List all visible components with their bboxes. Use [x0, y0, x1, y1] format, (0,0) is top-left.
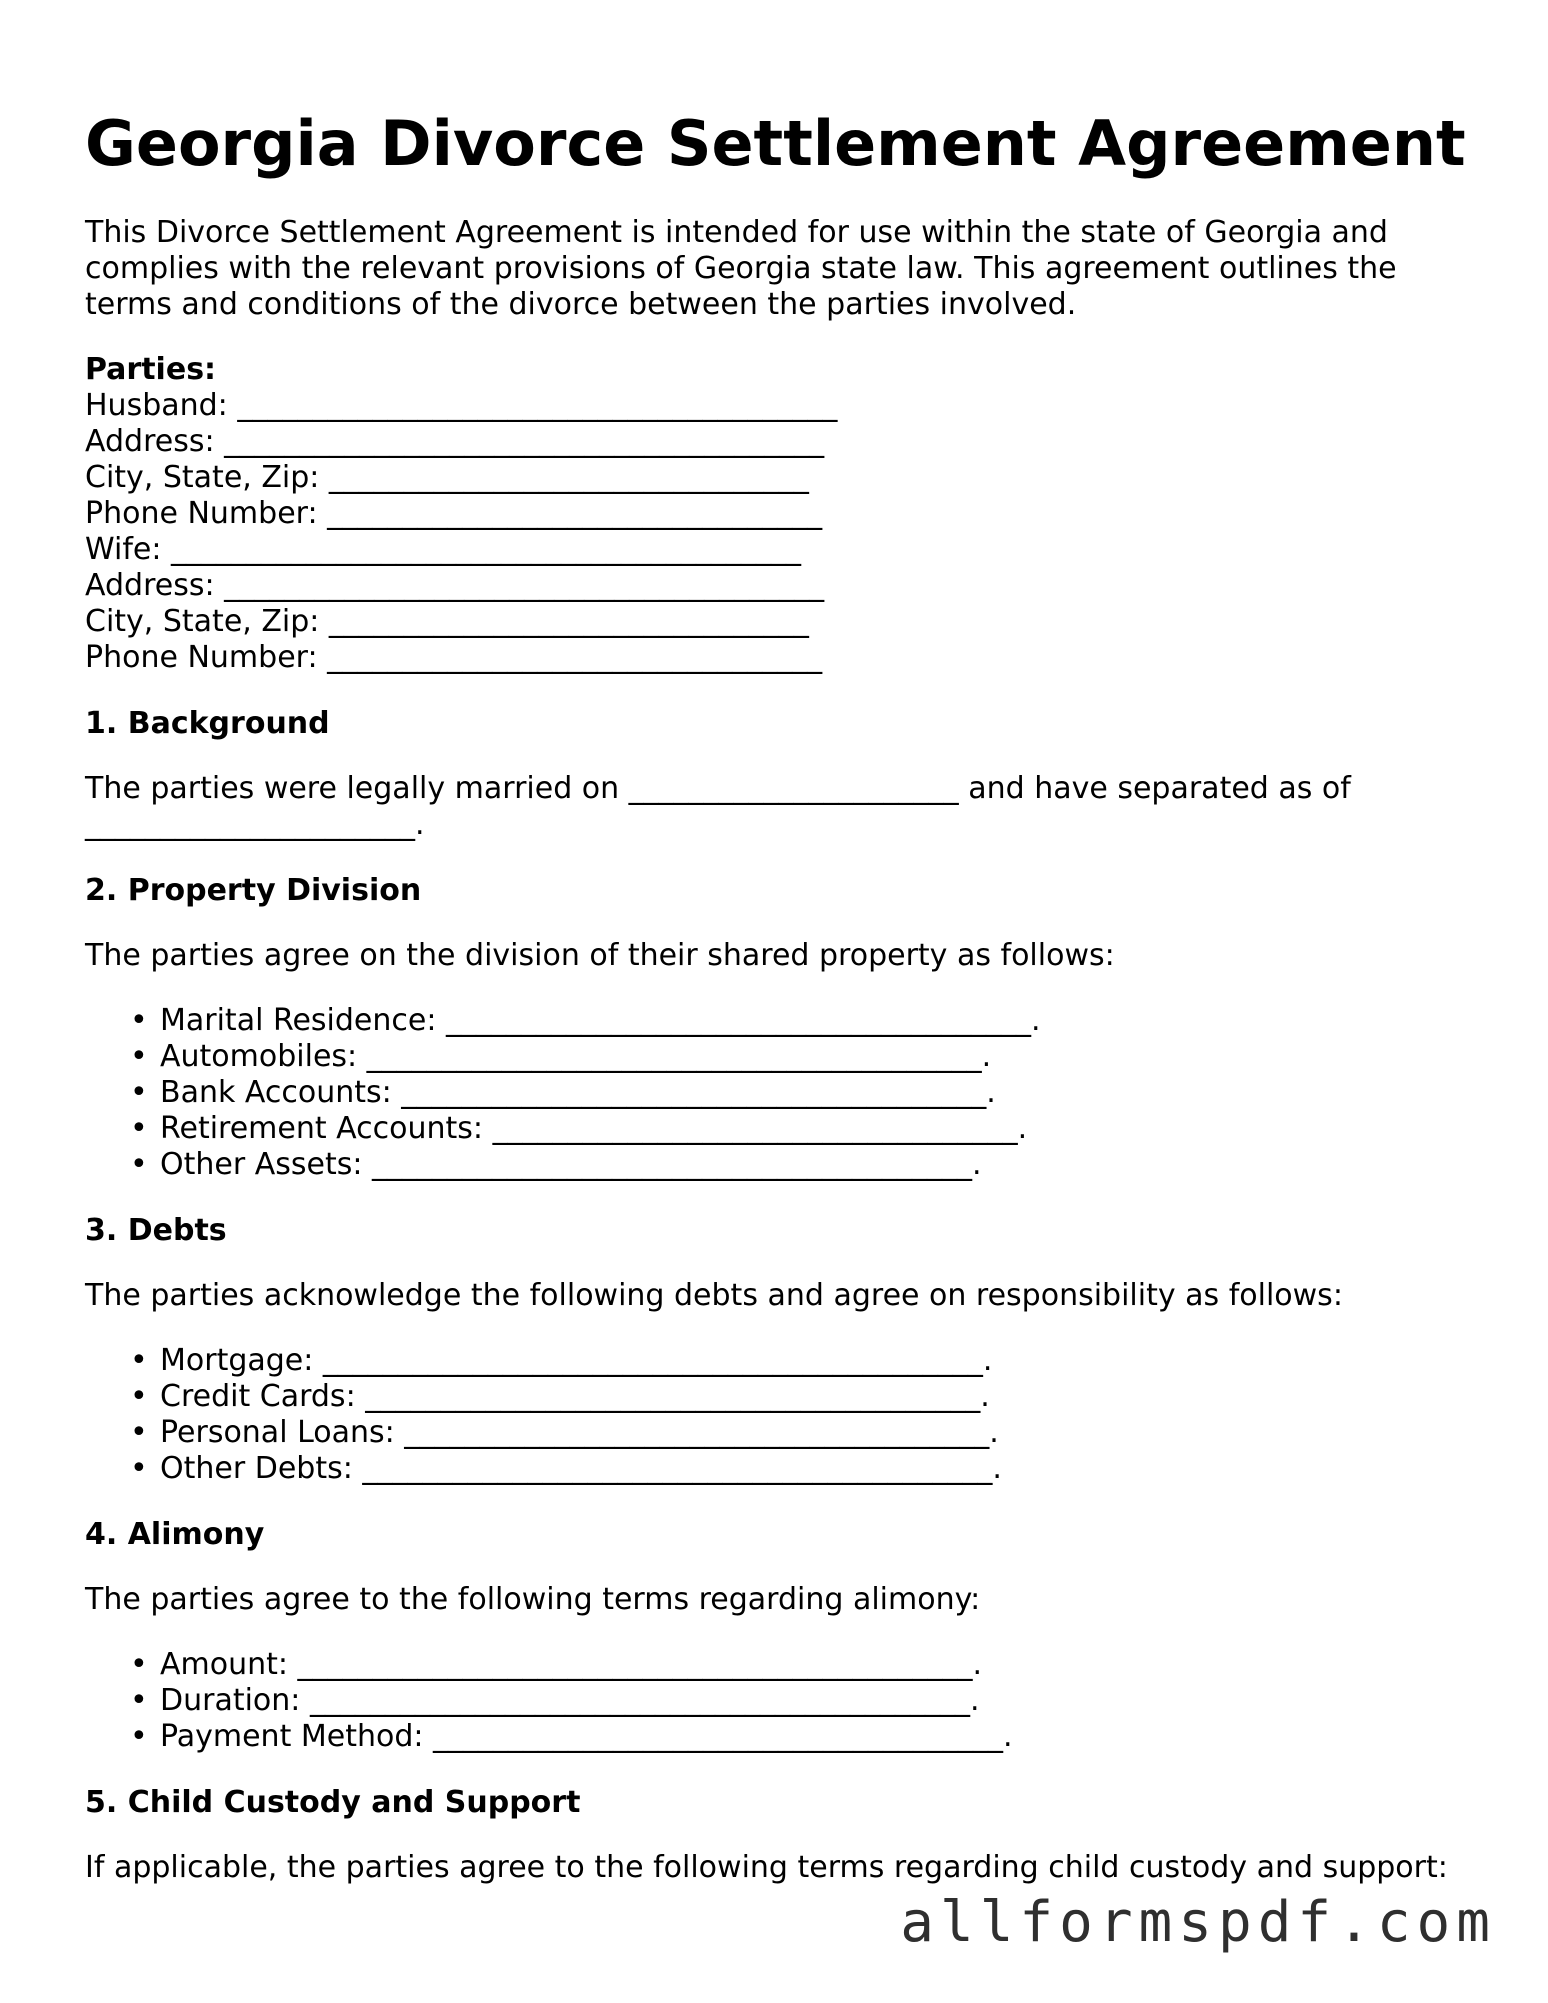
list-item-text: Credit Cards: _________________________________________. [160, 1379, 990, 1414]
parties-heading: Parties: [85, 352, 217, 387]
wife-field: Wife: __________________________________________ [85, 532, 802, 567]
wife-city-state-zip-field: City, State, Zip: ________________________________ [85, 604, 809, 639]
list-item-text: Automobiles: _________________________________________. [160, 1039, 992, 1074]
list-item [130, 1451, 1475, 1487]
bullet-icon: • [130, 1451, 148, 1486]
bullet-icon: • [130, 1379, 148, 1414]
intro-paragraph: This Divorce Settlement Agreement is intended for use within the state of Georgia and complies with the relevant provisions of Georgia state law. This agreement outlines the terms and conditions of the divorce between the parties involved. [85, 215, 1397, 322]
alimony-list [85, 1647, 1475, 1755]
document-title: Georgia Divorce Settlement Agreement [85, 107, 1466, 180]
bullet-icon: • [130, 1343, 148, 1378]
list-item [130, 1039, 1475, 1075]
background-paragraph: The parties were legally married on ______________________ and have separated as of ______________________. [85, 771, 1351, 842]
list-item-text: Personal Loans: _______________________________________. [160, 1415, 999, 1450]
list-item-text: Duration: ____________________________________________. [160, 1683, 980, 1718]
bullet-icon: • [130, 1111, 148, 1146]
wife-address-field: Address: ________________________________________ [85, 568, 825, 603]
wife-phone-field: Phone Number: _________________________________ [85, 640, 823, 675]
alimony-paragraph: The parties agree to the following terms regarding alimony: [85, 1582, 981, 1617]
list-item [130, 1683, 1475, 1719]
list-item [130, 1343, 1475, 1379]
property-paragraph: The parties agree on the division of their shared property as follows: [85, 938, 1115, 973]
bullet-icon: • [130, 1683, 148, 1718]
background-heading: 1. Background [85, 706, 330, 741]
bullet-icon: • [130, 1003, 148, 1038]
list-item-text: Mortgage: ____________________________________________. [160, 1343, 993, 1378]
list-item-text: Other Debts: __________________________________________. [160, 1451, 1002, 1486]
list-item [130, 1647, 1475, 1683]
bullet-icon: • [130, 1647, 148, 1682]
bullet-icon: • [130, 1415, 148, 1450]
list-item [130, 1719, 1475, 1755]
husband-address-field: Address: ________________________________________ [85, 424, 825, 459]
husband-field: Husband: ________________________________________ [85, 388, 838, 423]
husband-phone-field: Phone Number: _________________________________ [85, 496, 823, 531]
property-heading: 2. Property Division [85, 873, 422, 908]
document-page [85, 100, 1475, 1886]
debts-heading: 3. Debts [85, 1213, 227, 1248]
parties-section [85, 352, 1475, 676]
list-item-text: Payment Method: ______________________________________. [160, 1719, 1013, 1754]
list-item [130, 1147, 1475, 1183]
list-item [130, 1111, 1475, 1147]
custody-heading: 5. Child Custody and Support [85, 1785, 581, 1820]
list-item-text: Bank Accounts: _______________________________________. [160, 1075, 996, 1110]
bullet-icon: • [130, 1075, 148, 1110]
list-item-text: Amount: _____________________________________________. [160, 1647, 983, 1682]
bullet-icon: • [130, 1719, 148, 1754]
list-item-text: Other Assets: ________________________________________. [160, 1147, 982, 1182]
alimony-heading: 4. Alimony [85, 1517, 265, 1552]
list-item [130, 1075, 1475, 1111]
bullet-icon: • [130, 1039, 148, 1074]
bullet-icon: • [130, 1147, 148, 1182]
site-watermark: allformspdf.com [900, 1890, 1496, 1955]
list-item [130, 1415, 1475, 1451]
custody-paragraph: If applicable, the parties agree to the following terms regarding child custody and support: [85, 1850, 1448, 1885]
debts-list [85, 1343, 1475, 1487]
list-item-text: Retirement Accounts: ___________________________________. [160, 1111, 1028, 1146]
debts-paragraph: The parties acknowledge the following debts and agree on responsibility as follows: [85, 1278, 1343, 1313]
property-list [85, 1003, 1475, 1183]
husband-city-state-zip-field: City, State, Zip: ________________________________ [85, 460, 809, 495]
list-item [130, 1379, 1475, 1415]
list-item-text: Marital Residence: _______________________________________. [160, 1003, 1041, 1038]
list-item [130, 1003, 1475, 1039]
